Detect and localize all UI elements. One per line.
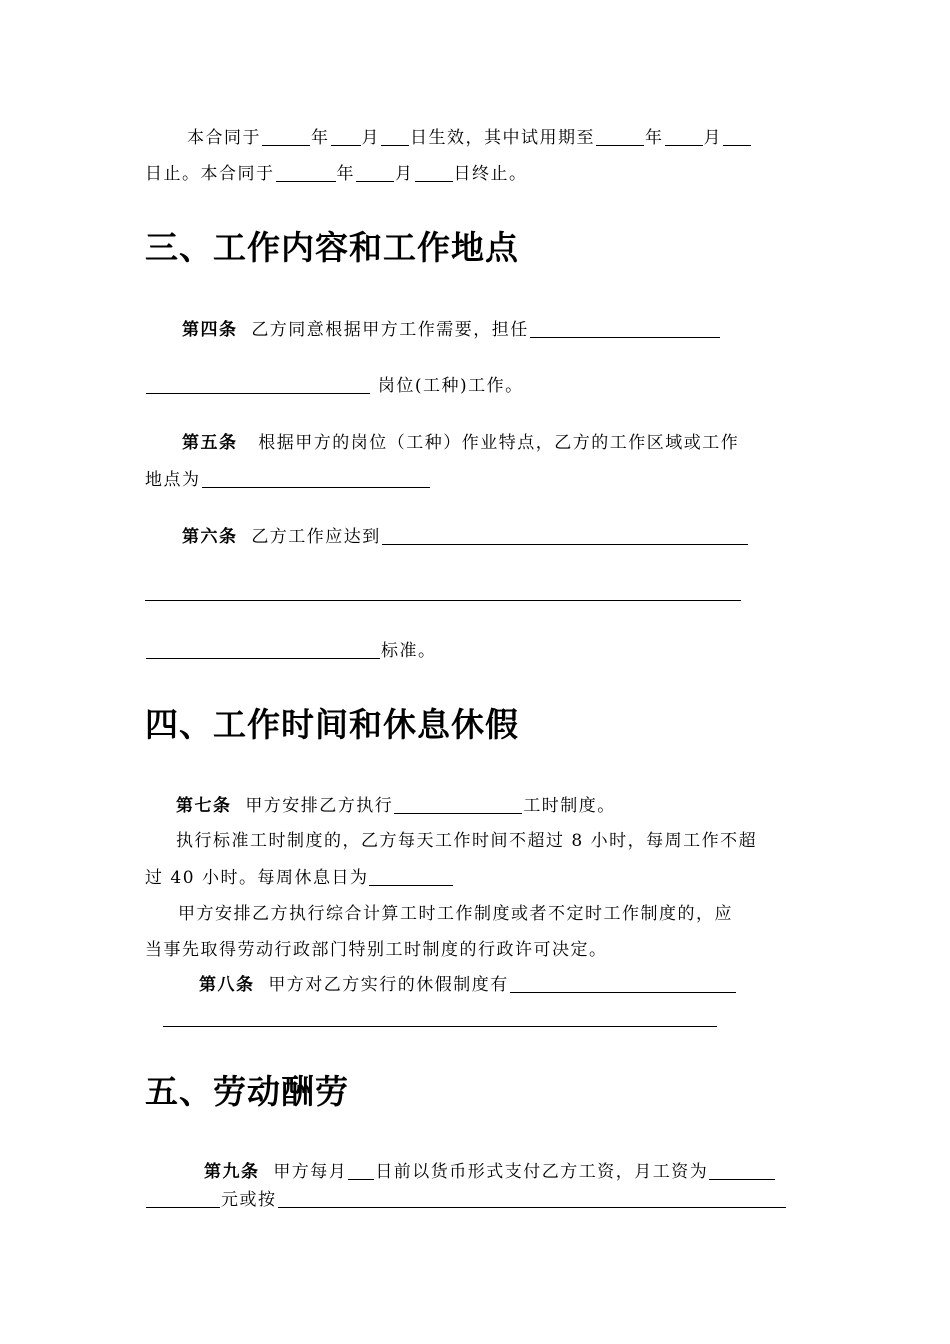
blank-year — [276, 163, 336, 182]
blank-pay-day — [348, 1161, 374, 1180]
article-label: 第六条 — [182, 527, 238, 547]
blank-position — [530, 319, 720, 338]
effective-date-line: 本合同于 年 月 日生效，其中试用期至 年 月 — [187, 126, 752, 150]
blank-day — [415, 163, 453, 182]
section-heading: 四、工作时间和休息休假 — [145, 705, 519, 744]
article-6-cont: 标准。 — [145, 639, 437, 663]
article-label: 第九条 — [204, 1162, 260, 1182]
article-label: 第五条 — [182, 433, 238, 453]
section-heading: 五、劳动酬劳 — [145, 1072, 349, 1111]
article-4-cont: 岗位(工种)工作。 — [145, 374, 524, 398]
article-9: 第九条 甲方每月 日前以货币形式支付乙方工资，月工资为 — [204, 1160, 776, 1184]
blank-year — [596, 127, 644, 146]
article-9-cont: 元或按 — [145, 1188, 787, 1212]
article-label: 第七条 — [176, 796, 232, 816]
blank-month — [665, 127, 703, 146]
blank-salary — [709, 1161, 775, 1180]
blank-standard — [382, 526, 748, 545]
blank-leave-system — [510, 974, 736, 993]
blank-hours-system — [394, 795, 522, 814]
article-label: 第四条 — [182, 320, 238, 340]
paragraph-line: 执行标准工时制度的，乙方每天工作时间不超过 8 小时，每周工作不超 — [176, 831, 758, 851]
blank-month — [356, 163, 394, 182]
blank-day — [723, 127, 751, 146]
blank-rest-day — [369, 867, 453, 886]
blank-month — [331, 127, 361, 146]
article-5: 第五条 根据甲方的岗位（工种）作业特点，乙方的工作区域或工作 — [182, 433, 740, 453]
blank-standard-line — [145, 600, 741, 601]
blank-salary — [146, 1189, 220, 1208]
blank-standard — [146, 640, 380, 659]
article-8: 第八条 甲方对乙方实行的休假制度有 — [199, 973, 737, 997]
blank-year — [262, 127, 310, 146]
section-heading: 三、工作内容和工作地点 — [145, 228, 519, 267]
article-5-cont: 地点为 — [145, 468, 431, 492]
blank-day — [381, 127, 409, 146]
article-7: 第七条 甲方安排乙方执行 工时制度。 — [176, 796, 616, 816]
blank-pay-method — [278, 1189, 786, 1208]
blank-position — [146, 375, 370, 394]
paragraph-line: 过 40 小时。每周休息日为 — [145, 866, 454, 890]
paragraph-line: 当事先取得劳动行政部门特别工时制度的行政许可决定。 — [145, 940, 608, 960]
termination-date-line: 日止。本合同于 年 月 日终止。 — [145, 164, 528, 184]
article-4: 第四条 乙方同意根据甲方工作需要，担任 — [182, 318, 721, 342]
blank-location — [202, 469, 430, 488]
article-label: 第八条 — [199, 975, 255, 995]
blank-leave-line — [163, 1026, 717, 1027]
paragraph-line: 甲方安排乙方执行综合计算工时工作制度或者不定时工作制度的，应 — [178, 904, 733, 924]
article-6: 第六条 乙方工作应达到 — [182, 525, 749, 549]
